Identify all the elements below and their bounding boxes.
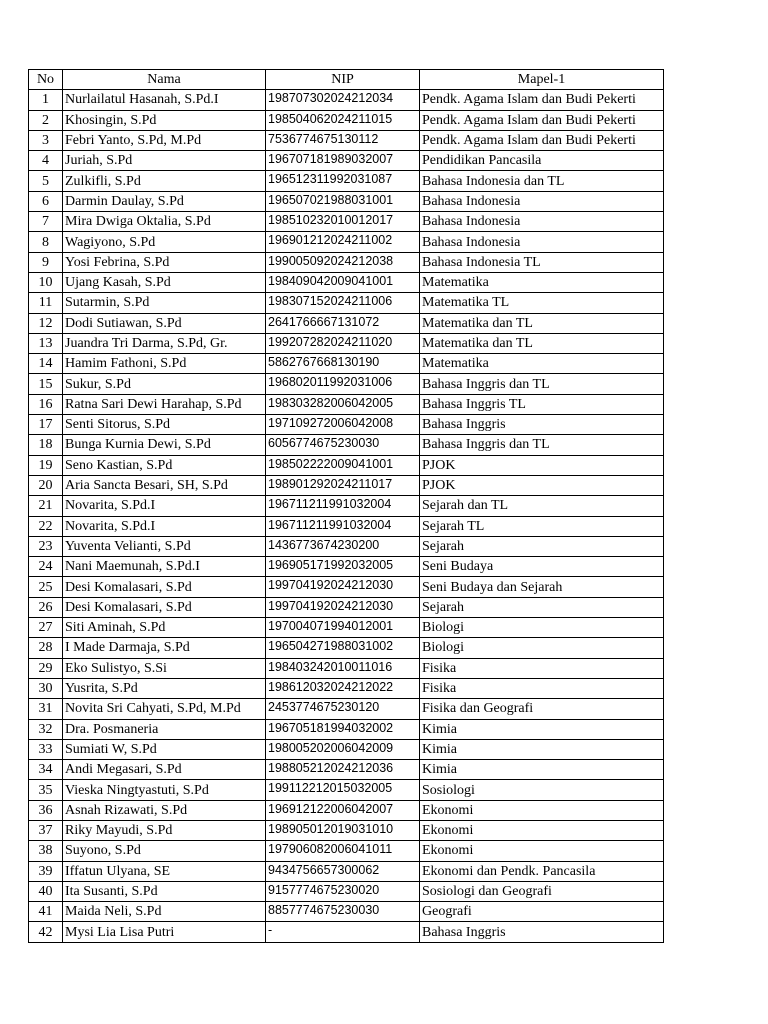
cell-nama: Senti Sitorus, S.Pd [63, 415, 266, 435]
cell-nip: 198307152024211006 [266, 293, 420, 313]
cell-nama: Ratna Sari Dewi Harahap, S.Pd [63, 394, 266, 414]
table-row [29, 130, 664, 150]
cell-no: 3 [29, 130, 63, 150]
cell-nama: Dodi Sutiawan, S.Pd [63, 313, 266, 333]
cell-nama: Hamim Fathoni, S.Pd [63, 354, 266, 374]
table-row [29, 151, 664, 171]
cell-nama: Yuventa Velianti, S.Pd [63, 536, 266, 556]
cell-mapel: Biologi [420, 618, 664, 638]
cell-no: 23 [29, 536, 63, 556]
cell-nama: Nani Maemunah, S.Pd.I [63, 557, 266, 577]
cell-nip: 9157774675230020 [266, 881, 420, 901]
table-row [29, 496, 664, 516]
cell-nama: Novarita, S.Pd.I [63, 516, 266, 536]
cell-no: 16 [29, 394, 63, 414]
table-row [29, 90, 664, 110]
table-row [29, 557, 664, 577]
cell-nip: 196707181989032007 [266, 151, 420, 171]
cell-nip: 199704192024212030 [266, 577, 420, 597]
cell-nama: Sutarmin, S.Pd [63, 293, 266, 313]
cell-no: 39 [29, 861, 63, 881]
cell-no: 2 [29, 110, 63, 130]
cell-nip: 196901212024211002 [266, 232, 420, 252]
header-mapel: Mapel-1 [420, 70, 664, 90]
cell-no: 33 [29, 739, 63, 759]
cell-nama: Juandra Tri Darma, S.Pd, Gr. [63, 333, 266, 353]
cell-mapel: Biologi [420, 638, 664, 658]
table-row [29, 313, 664, 333]
table-row [29, 394, 664, 414]
cell-nip: 198504062024211015 [266, 110, 420, 130]
table-row [29, 536, 664, 556]
cell-nip: 2641766667131072 [266, 313, 420, 333]
header-no: No [29, 70, 63, 90]
cell-nama: Asnah Rizawati, S.Pd [63, 800, 266, 820]
table-row [29, 191, 664, 211]
cell-nama: Maida Neli, S.Pd [63, 902, 266, 922]
table-row [29, 861, 664, 881]
cell-mapel: PJOK [420, 455, 664, 475]
cell-mapel: Pendk. Agama Islam dan Budi Pekerti [420, 110, 664, 130]
cell-no: 36 [29, 800, 63, 820]
cell-no: 24 [29, 557, 63, 577]
cell-mapel: Ekonomi [420, 820, 664, 840]
cell-mapel: Pendk. Agama Islam dan Budi Pekerti [420, 90, 664, 110]
cell-no: 38 [29, 841, 63, 861]
table-row [29, 435, 664, 455]
cell-mapel: Fisika dan Geografi [420, 699, 664, 719]
cell-nama: I Made Darmaja, S.Pd [63, 638, 266, 658]
cell-mapel: Kimia [420, 739, 664, 759]
cell-nip: 199704192024212030 [266, 597, 420, 617]
cell-mapel: Sejarah [420, 597, 664, 617]
cell-mapel: Bahasa Inggris dan TL [420, 374, 664, 394]
cell-mapel: Pendidikan Pancasila [420, 151, 664, 171]
cell-no: 42 [29, 922, 63, 942]
cell-mapel: Matematika [420, 354, 664, 374]
table-row [29, 171, 664, 191]
cell-mapel: Seni Budaya dan Sejarah [420, 577, 664, 597]
cell-nip: 199112212015032005 [266, 780, 420, 800]
table-row [29, 212, 664, 232]
cell-no: 27 [29, 618, 63, 638]
cell-nip: 198805212024212036 [266, 760, 420, 780]
cell-nama: Eko Sulistyo, S.Si [63, 658, 266, 678]
cell-nama: Seno Kastian, S.Pd [63, 455, 266, 475]
cell-nip: 2453774675230120 [266, 699, 420, 719]
cell-nama: Mira Dwiga Oktalia, S.Pd [63, 212, 266, 232]
cell-no: 9 [29, 252, 63, 272]
table-row [29, 597, 664, 617]
table-row [29, 658, 664, 678]
table-row [29, 780, 664, 800]
cell-nip: - [266, 922, 420, 942]
cell-nama: Zulkifli, S.Pd [63, 171, 266, 191]
cell-mapel: Geografi [420, 902, 664, 922]
cell-mapel: Fisika [420, 678, 664, 698]
cell-nama: Juriah, S.Pd [63, 151, 266, 171]
table-row [29, 333, 664, 353]
cell-nama: Darmin Daulay, S.Pd [63, 191, 266, 211]
cell-nama: Aria Sancta Besari, SH, S.Pd [63, 475, 266, 495]
table-row [29, 638, 664, 658]
cell-no: 35 [29, 780, 63, 800]
cell-no: 28 [29, 638, 63, 658]
table-row [29, 739, 664, 759]
cell-no: 34 [29, 760, 63, 780]
cell-nama: Siti Aminah, S.Pd [63, 618, 266, 638]
cell-nama: Andi Megasari, S.Pd [63, 760, 266, 780]
cell-nama: Vieska Ningtyastuti, S.Pd [63, 780, 266, 800]
header-nip: NIP [266, 70, 420, 90]
cell-nip: 199005092024212038 [266, 252, 420, 272]
cell-no: 17 [29, 415, 63, 435]
cell-mapel: Ekonomi dan Pendk. Pancasila [420, 861, 664, 881]
cell-nama: Bunga Kurnia Dewi, S.Pd [63, 435, 266, 455]
cell-no: 30 [29, 678, 63, 698]
cell-nip: 198502222009041001 [266, 455, 420, 475]
cell-nip: 196512311992031087 [266, 171, 420, 191]
cell-nip: 199207282024211020 [266, 333, 420, 353]
cell-nama: Mysi Lia Lisa Putri [63, 922, 266, 942]
cell-no: 15 [29, 374, 63, 394]
cell-nama: Sukur, S.Pd [63, 374, 266, 394]
table-row [29, 881, 664, 901]
cell-nip: 196802011992031006 [266, 374, 420, 394]
cell-nip: 1436773674230200 [266, 536, 420, 556]
table-row [29, 516, 664, 536]
cell-mapel: Bahasa Indonesia TL [420, 252, 664, 272]
cell-nip: 197004071994012001 [266, 618, 420, 638]
table-row [29, 374, 664, 394]
cell-nip: 196507021988031001 [266, 191, 420, 211]
cell-no: 37 [29, 820, 63, 840]
cell-nama: Novita Sri Cahyati, S.Pd, M.Pd [63, 699, 266, 719]
header-nama: Nama [63, 70, 266, 90]
cell-mapel: Bahasa Inggris [420, 415, 664, 435]
cell-no: 13 [29, 333, 63, 353]
table-row [29, 902, 664, 922]
table-row [29, 618, 664, 638]
cell-mapel: Bahasa Indonesia [420, 191, 664, 211]
cell-mapel: Matematika dan TL [420, 313, 664, 333]
table-row [29, 719, 664, 739]
cell-nama: Ita Susanti, S.Pd [63, 881, 266, 901]
table-row [29, 455, 664, 475]
cell-nama: Nurlailatul Hasanah, S.Pd.I [63, 90, 266, 110]
cell-no: 26 [29, 597, 63, 617]
table-row [29, 760, 664, 780]
cell-nip: 197109272006042008 [266, 415, 420, 435]
cell-nip: 9434756657300062 [266, 861, 420, 881]
teacher-table [28, 69, 664, 943]
cell-nip: 196705181994032002 [266, 719, 420, 739]
cell-mapel: Matematika TL [420, 293, 664, 313]
table-row [29, 475, 664, 495]
cell-nama: Iffatun Ulyana, SE [63, 861, 266, 881]
cell-nip: 196711211991032004 [266, 516, 420, 536]
cell-nip: 196912122006042007 [266, 800, 420, 820]
cell-nama: Yusrita, S.Pd [63, 678, 266, 698]
cell-no: 8 [29, 232, 63, 252]
cell-no: 29 [29, 658, 63, 678]
cell-nama: Novarita, S.Pd.I [63, 496, 266, 516]
cell-mapel: Matematika [420, 272, 664, 292]
cell-mapel: Bahasa Inggris dan TL [420, 435, 664, 455]
cell-nip: 5862767668130190 [266, 354, 420, 374]
table-body [29, 90, 664, 942]
cell-mapel: Ekonomi [420, 841, 664, 861]
table-row [29, 272, 664, 292]
cell-mapel: Sejarah TL [420, 516, 664, 536]
cell-no: 1 [29, 90, 63, 110]
table-row [29, 415, 664, 435]
cell-no: 10 [29, 272, 63, 292]
cell-nama: Khosingin, S.Pd [63, 110, 266, 130]
table-row [29, 800, 664, 820]
cell-nip: 198510232010012017 [266, 212, 420, 232]
cell-no: 32 [29, 719, 63, 739]
cell-no: 7 [29, 212, 63, 232]
cell-mapel: Kimia [420, 760, 664, 780]
table-row [29, 252, 664, 272]
cell-nama: Desi Komalasari, S.Pd [63, 597, 266, 617]
cell-nama: Wagiyono, S.Pd [63, 232, 266, 252]
cell-no: 31 [29, 699, 63, 719]
cell-nama: Febri Yanto, S.Pd, M.Pd [63, 130, 266, 150]
cell-nip: 198409042009041001 [266, 272, 420, 292]
cell-mapel: Bahasa Inggris TL [420, 394, 664, 414]
cell-no: 14 [29, 354, 63, 374]
cell-mapel: Fisika [420, 658, 664, 678]
cell-nama: Suyono, S.Pd [63, 841, 266, 861]
cell-mapel: Bahasa Indonesia dan TL [420, 171, 664, 191]
cell-nip: 198612032024212022 [266, 678, 420, 698]
table-row [29, 820, 664, 840]
cell-no: 22 [29, 516, 63, 536]
header-row [29, 70, 664, 90]
cell-mapel: Bahasa Indonesia [420, 232, 664, 252]
cell-mapel: PJOK [420, 475, 664, 495]
cell-no: 21 [29, 496, 63, 516]
cell-no: 4 [29, 151, 63, 171]
table-row [29, 232, 664, 252]
cell-no: 40 [29, 881, 63, 901]
cell-no: 11 [29, 293, 63, 313]
cell-nip: 198707302024212034 [266, 90, 420, 110]
cell-nip: 198005202006042009 [266, 739, 420, 759]
cell-mapel: Sejarah [420, 536, 664, 556]
table-row [29, 699, 664, 719]
cell-mapel: Ekonomi [420, 800, 664, 820]
table-row [29, 678, 664, 698]
cell-nama: Sumiati W, S.Pd [63, 739, 266, 759]
cell-nama: Ujang Kasah, S.Pd [63, 272, 266, 292]
cell-no: 25 [29, 577, 63, 597]
cell-mapel: Sosiologi [420, 780, 664, 800]
cell-nip: 6056774675230030 [266, 435, 420, 455]
cell-no: 18 [29, 435, 63, 455]
cell-no: 12 [29, 313, 63, 333]
cell-mapel: Sejarah dan TL [420, 496, 664, 516]
cell-no: 41 [29, 902, 63, 922]
table-row [29, 577, 664, 597]
cell-nip: 198905012019031010 [266, 820, 420, 840]
cell-nama: Yosi Febrina, S.Pd [63, 252, 266, 272]
cell-nip: 196905171992032005 [266, 557, 420, 577]
table-row [29, 841, 664, 861]
cell-nip: 196504271988031002 [266, 638, 420, 658]
cell-mapel: Matematika dan TL [420, 333, 664, 353]
cell-no: 20 [29, 475, 63, 495]
cell-mapel: Sosiologi dan Geografi [420, 881, 664, 901]
cell-no: 5 [29, 171, 63, 191]
cell-nip: 7536774675130112 [266, 130, 420, 150]
cell-nip: 198901292024211017 [266, 475, 420, 495]
cell-mapel: Pendk. Agama Islam dan Budi Pekerti [420, 130, 664, 150]
cell-nama: Riky Mayudi, S.Pd [63, 820, 266, 840]
cell-mapel: Bahasa Indonesia [420, 212, 664, 232]
cell-nip: 196711211991032004 [266, 496, 420, 516]
cell-mapel: Seni Budaya [420, 557, 664, 577]
table-row [29, 354, 664, 374]
table-row [29, 293, 664, 313]
cell-nip: 8857774675230030 [266, 902, 420, 922]
cell-nama: Desi Komalasari, S.Pd [63, 577, 266, 597]
cell-nip: 197906082006041011 [266, 841, 420, 861]
cell-nama: Dra. Posmaneria [63, 719, 266, 739]
cell-nip: 198403242010011016 [266, 658, 420, 678]
cell-no: 6 [29, 191, 63, 211]
cell-mapel: Kimia [420, 719, 664, 739]
table-row [29, 110, 664, 130]
table-row [29, 922, 664, 942]
cell-nip: 198303282006042005 [266, 394, 420, 414]
cell-mapel: Bahasa Inggris [420, 922, 664, 942]
cell-no: 19 [29, 455, 63, 475]
